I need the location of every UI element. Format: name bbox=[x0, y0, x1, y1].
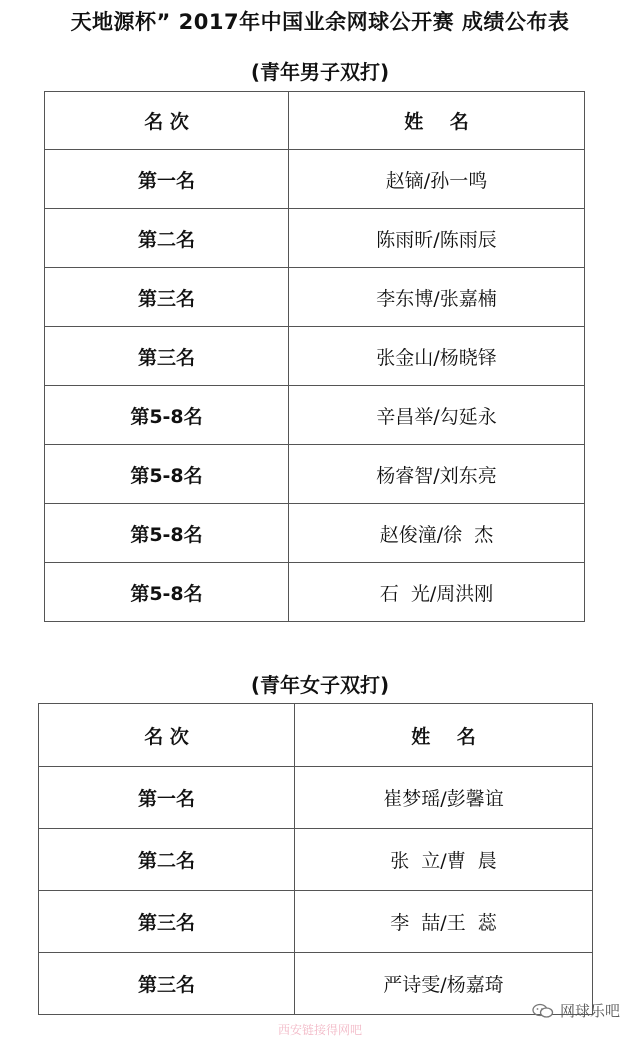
table-header-row bbox=[39, 704, 593, 767]
name-column-header: 姓 名 bbox=[289, 92, 585, 150]
page-title: 天地源杯” 2017年中国业余网球公开赛 成绩公布表 bbox=[70, 10, 570, 34]
men-doubles-results-table bbox=[44, 91, 585, 622]
watermark-text: 网球乐吧 bbox=[559, 1002, 620, 1020]
table-row bbox=[45, 209, 585, 268]
name-cell: 赵镝/孙一鸣 bbox=[289, 150, 585, 209]
rank-cell: 第5-8名 bbox=[45, 504, 289, 563]
table-row bbox=[45, 445, 585, 504]
rank-cell: 第5-8名 bbox=[45, 445, 289, 504]
rank-column-header: 名 次 bbox=[39, 704, 295, 767]
rank-cell: 第三名 bbox=[45, 327, 289, 386]
name-cell: 辛昌举/勾延永 bbox=[289, 386, 585, 445]
women-doubles-section-title: (青年女子双打) bbox=[250, 673, 390, 697]
name-cell: 崔梦瑶/彭馨谊 bbox=[295, 767, 593, 829]
table-row bbox=[39, 953, 593, 1015]
rank-cell: 第一名 bbox=[39, 767, 295, 829]
table-row bbox=[45, 268, 585, 327]
table-header-row bbox=[45, 92, 585, 150]
footer-link[interactable]: 西安链接得网吧 bbox=[277, 1023, 362, 1037]
name-cell: 李东博/张嘉楠 bbox=[289, 268, 585, 327]
table-row bbox=[39, 767, 593, 829]
name-cell: 石 光/周洪刚 bbox=[289, 563, 585, 622]
men-doubles-section-title: (青年男子双打) bbox=[250, 60, 390, 84]
name-cell: 严诗雯/杨嘉琦 bbox=[295, 953, 593, 1015]
wechat-watermark bbox=[532, 1000, 620, 1021]
table-row bbox=[45, 504, 585, 563]
name-cell: 张金山/杨晓铎 bbox=[289, 327, 585, 386]
name-column-header: 姓 名 bbox=[295, 704, 593, 767]
table-row bbox=[39, 829, 593, 891]
name-cell: 赵俊潼/徐 杰 bbox=[289, 504, 585, 563]
rank-cell: 第一名 bbox=[45, 150, 289, 209]
table-row bbox=[39, 891, 593, 953]
rank-cell: 第三名 bbox=[39, 891, 295, 953]
women-doubles-results-table bbox=[38, 703, 593, 1015]
rank-cell: 第三名 bbox=[45, 268, 289, 327]
rank-cell: 第5-8名 bbox=[45, 563, 289, 622]
table-row bbox=[45, 150, 585, 209]
table-row bbox=[45, 327, 585, 386]
wechat-icon bbox=[532, 1003, 554, 1019]
name-cell: 杨睿智/刘东亮 bbox=[289, 445, 585, 504]
rank-cell: 第5-8名 bbox=[45, 386, 289, 445]
table-row bbox=[45, 386, 585, 445]
rank-cell: 第二名 bbox=[39, 829, 295, 891]
rank-cell: 第三名 bbox=[39, 953, 295, 1015]
table-row bbox=[45, 563, 585, 622]
name-cell: 陈雨昕/陈雨辰 bbox=[289, 209, 585, 268]
rank-cell: 第二名 bbox=[45, 209, 289, 268]
name-cell: 张 立/曹 晨 bbox=[295, 829, 593, 891]
rank-column-header: 名 次 bbox=[45, 92, 289, 150]
name-cell: 李 喆/王 蕊 bbox=[295, 891, 593, 953]
